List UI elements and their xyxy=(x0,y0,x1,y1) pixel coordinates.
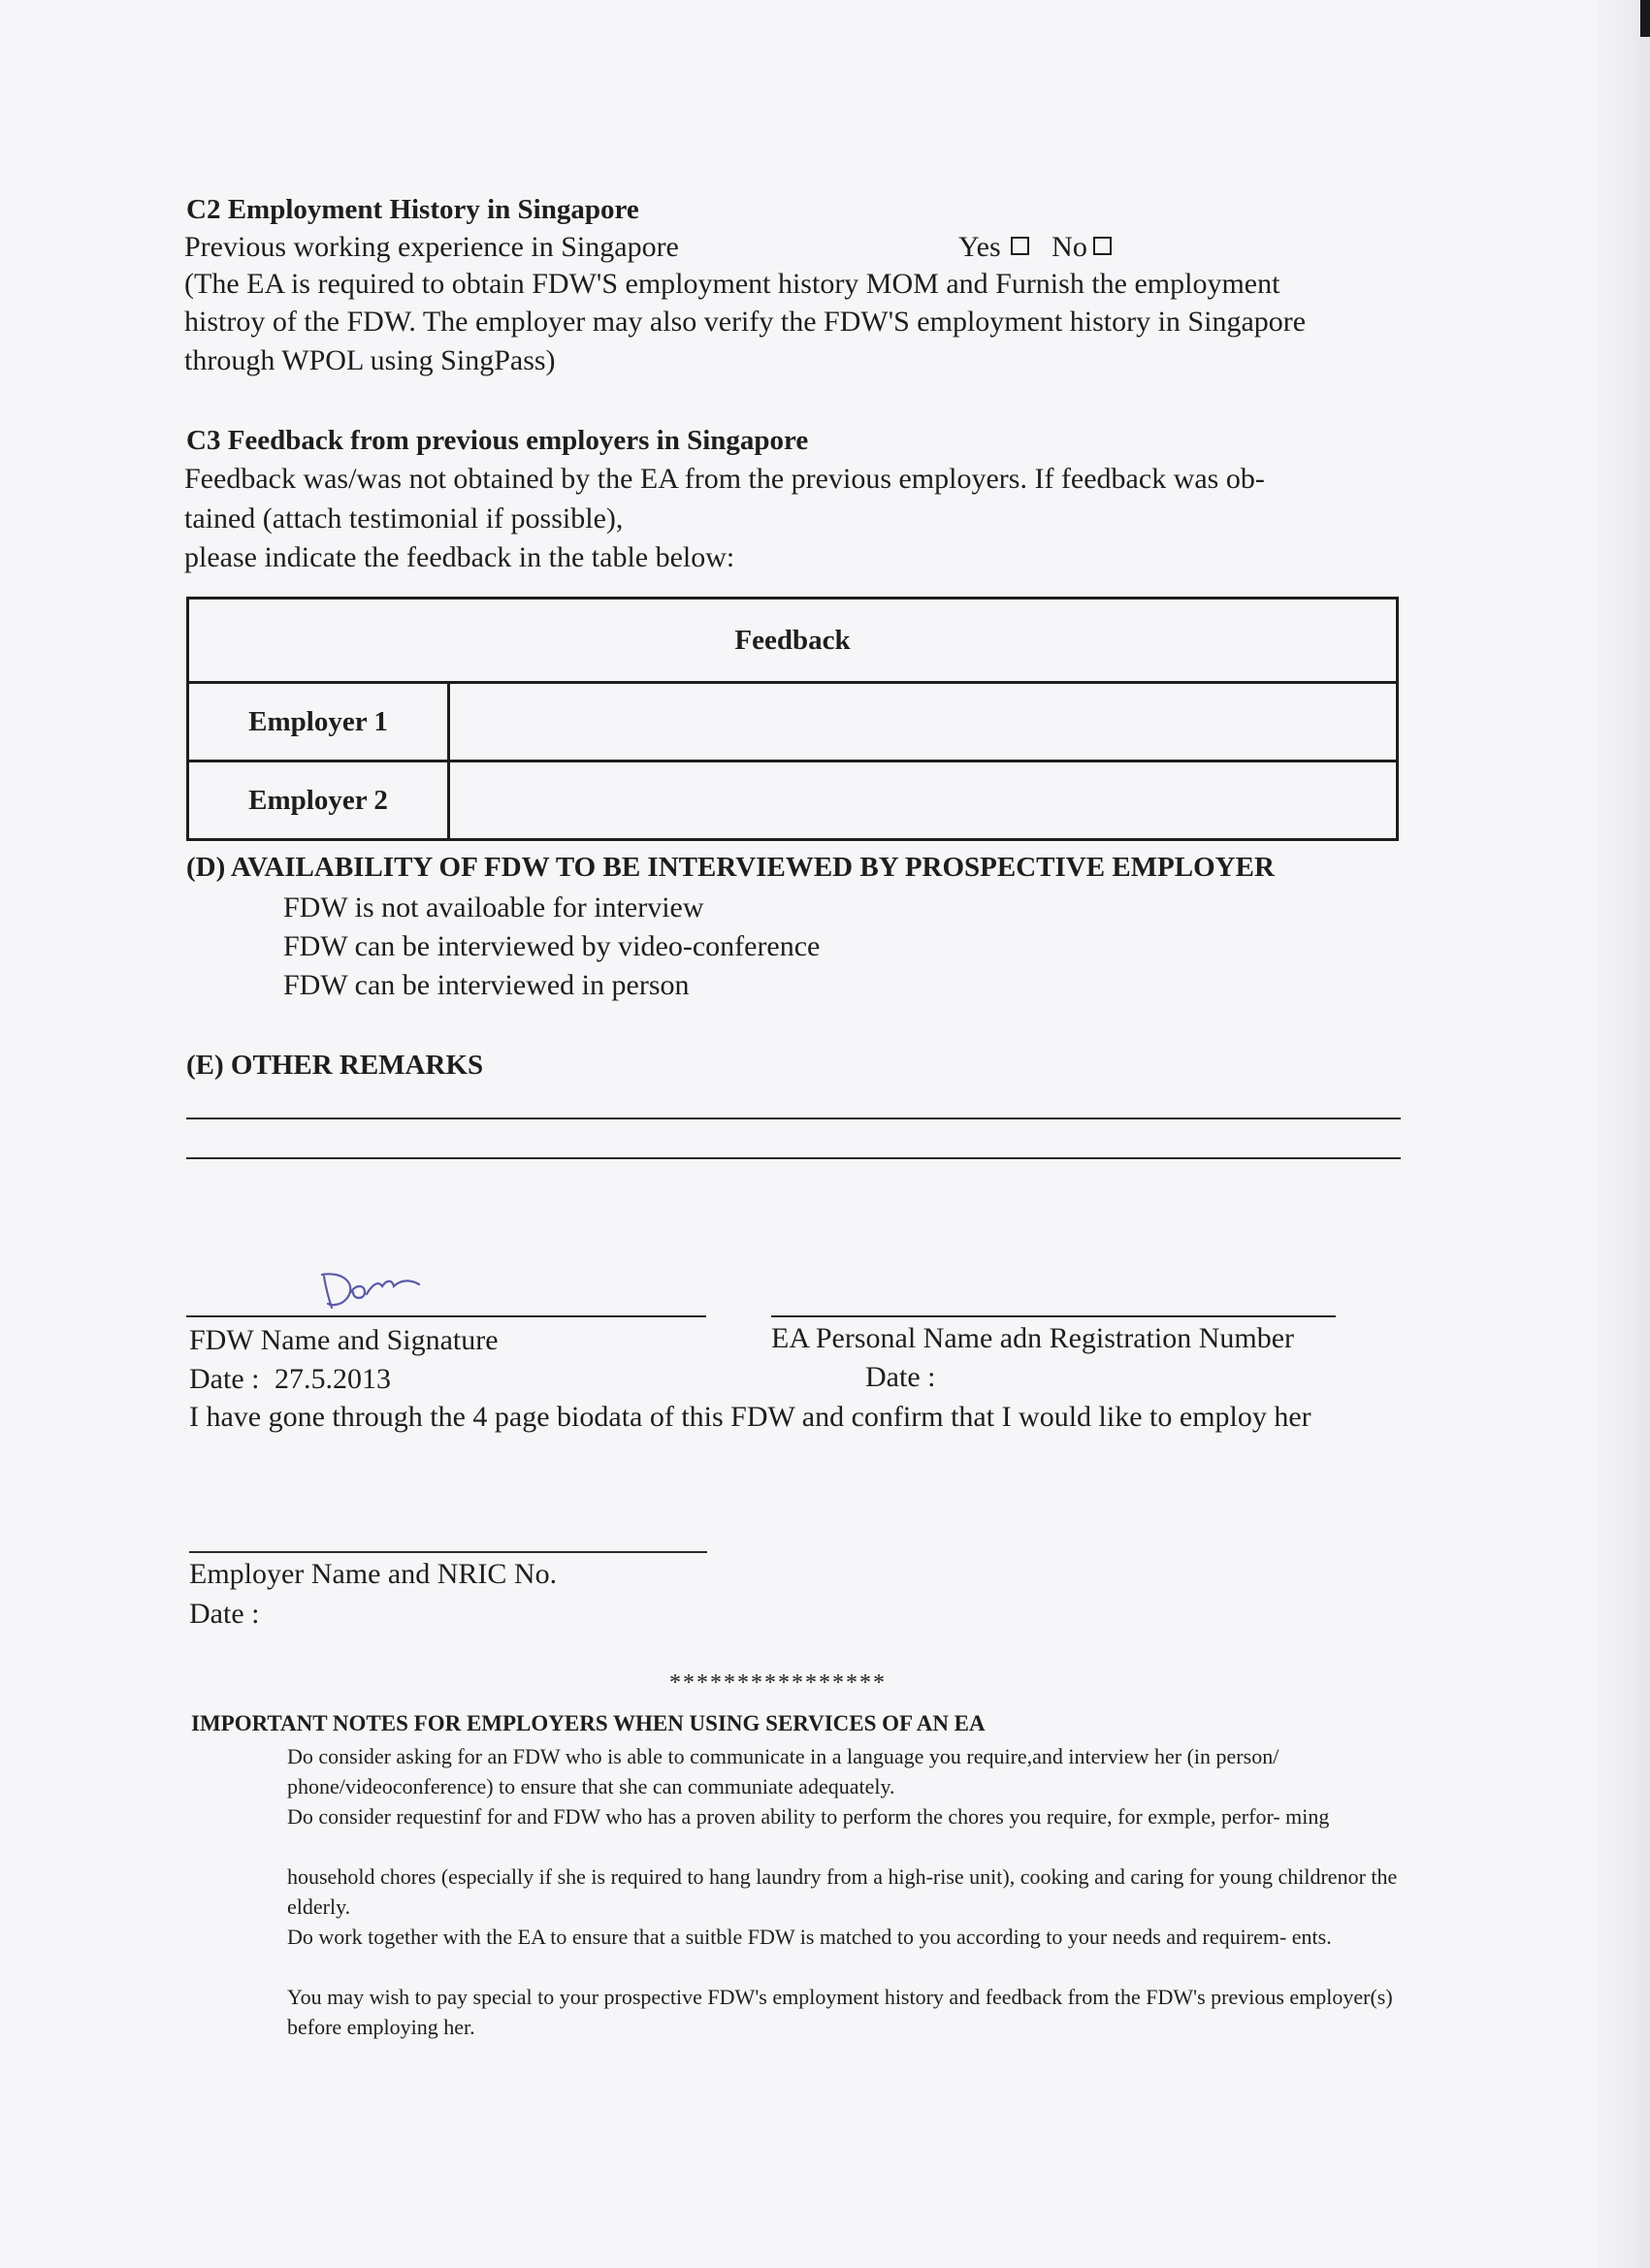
no-label: No xyxy=(1051,231,1087,263)
c2-yes-no xyxy=(958,231,1112,264)
note-item: Do work together with the EA to ensure that a suitble FDW is matched to you according to your needs and requirem- ents. xyxy=(287,1925,1332,1949)
ea-signature-line[interactable] xyxy=(771,1315,1336,1317)
fdw-signature-label: FDW Name and Signature xyxy=(189,1324,499,1356)
d-heading: (D) AVAILABILITY OF FDW TO BE INTERVIEWED BY PROSPECTIVE EMPLOYER xyxy=(186,852,1275,883)
note-item: Do consider asking for an FDW who is able to communicate in a language you require,and interview her (in person/ phone/videoconference) to ensure that she can communiate adequately. xyxy=(287,1744,1279,1798)
scan-edge xyxy=(1598,0,1650,2268)
table-row xyxy=(188,761,1398,840)
fdw-signature-image xyxy=(318,1261,425,1315)
c3-text-line: Feedback was/was not obtained by the EA from the previous employers. If feedback was ob- xyxy=(184,463,1265,495)
fdw-date-value: 27.5.2013 xyxy=(274,1363,391,1395)
c2-text-line: (The EA is required to obtain FDW'S employment history MOM and Furnish the employment xyxy=(184,268,1280,300)
employer-2-feedback-cell[interactable] xyxy=(449,761,1398,840)
e-heading: (E) OTHER REMARKS xyxy=(186,1050,484,1081)
separator-asterisks: **************** xyxy=(669,1670,887,1696)
interview-option: FDW is not availoable for interview xyxy=(283,891,704,923)
fdw-signature-line[interactable] xyxy=(186,1315,706,1317)
c2-text-line: through WPOL using SingPass) xyxy=(184,344,556,376)
c3-text-line: tained (attach testimonial if possible), xyxy=(184,502,624,535)
employer-date-label: Date : xyxy=(189,1598,260,1630)
no-checkbox[interactable] xyxy=(1093,237,1112,255)
employer-signature-label: Employer Name and NRIC No. xyxy=(189,1558,558,1590)
employer-1-feedback-cell[interactable] xyxy=(449,683,1398,761)
remarks-line-2[interactable] xyxy=(186,1157,1401,1159)
employer-confirm-text: I have gone through the 4 page biodata of this FDW and confirm that I would like to employ her xyxy=(189,1401,1311,1433)
ea-signature-label: EA Personal Name adn Registration Number xyxy=(771,1322,1295,1354)
c2-question: Previous working experience in Singapore xyxy=(184,231,679,263)
c2-text-line: histroy of the FDW. The employer may also verify the FDW'S employment history in Singapore xyxy=(184,306,1307,338)
fdw-date-label: Date : xyxy=(189,1363,260,1395)
employer-1-label: Employer 1 xyxy=(188,683,449,761)
employer-signature-line[interactable] xyxy=(189,1551,707,1553)
table-row xyxy=(188,683,1398,761)
interview-option: FDW can be interviewed by video-conference xyxy=(283,930,821,962)
c3-heading: C3 Feedback from previous employers in Singapore xyxy=(186,425,809,456)
note-item: Do consider requestinf for and FDW who has a proven ability to perform the chores you require, for exmple, perfor- ming xyxy=(287,1804,1330,1829)
yes-checkbox[interactable] xyxy=(1011,237,1029,255)
note-item: household chores (especially if she is required to hang laundry from a high-rise unit), cooking and caring for young childrenor the elderly. xyxy=(287,1864,1398,1919)
c3-text-line: please indicate the feedback in the table below: xyxy=(184,541,735,573)
feedback-header-row xyxy=(188,599,1398,683)
c2-heading: C2 Employment History in Singapore xyxy=(186,194,639,225)
scan-edge-shadow xyxy=(1640,0,1650,37)
feedback-header: Feedback xyxy=(188,599,1398,683)
remarks-line-1[interactable] xyxy=(186,1118,1401,1119)
employer-2-label: Employer 2 xyxy=(188,761,449,840)
ea-date-label: Date : xyxy=(865,1361,936,1393)
feedback-table xyxy=(186,597,1399,841)
fdw-date xyxy=(189,1363,391,1396)
notes-heading: IMPORTANT NOTES FOR EMPLOYERS WHEN USING SERVICES OF AN EA xyxy=(191,1711,986,1735)
yes-label: Yes xyxy=(958,231,1001,263)
interview-option: FDW can be interviewed in person xyxy=(283,969,690,1001)
note-item: You may wish to pay special to your prospective FDW's employment history and feedback from the FDW's previous employer(s) before employing her. xyxy=(287,1985,1393,2039)
